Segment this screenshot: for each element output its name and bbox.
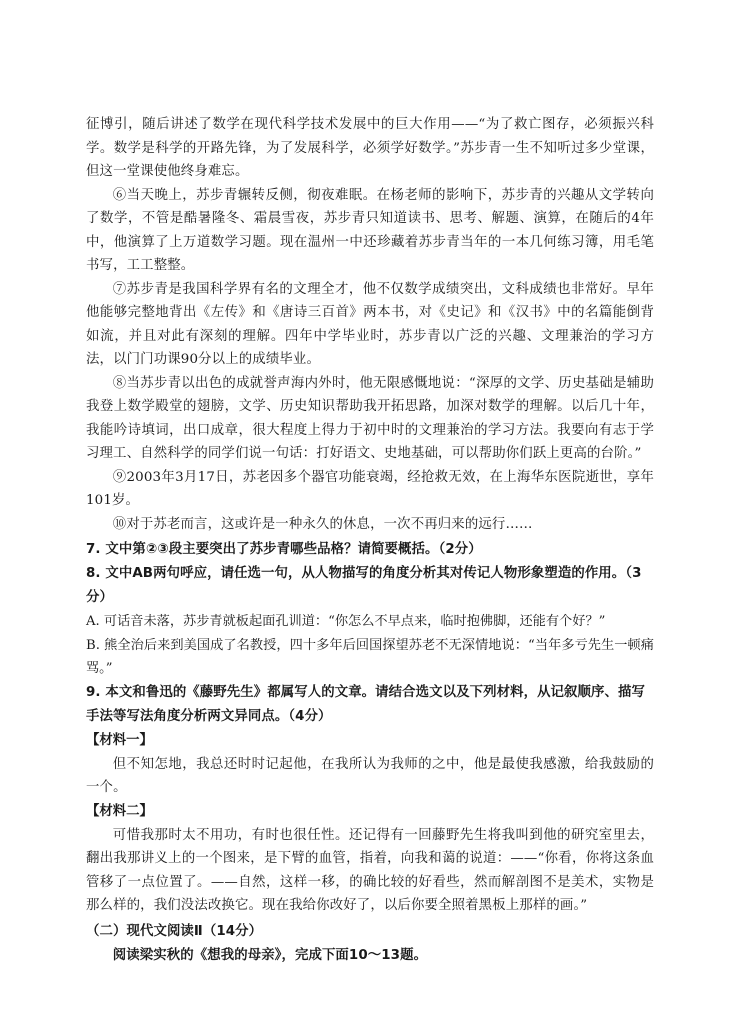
question-8-option-a: A. 可话音未落，苏步青就板起面孔训道：“你怎么不早点来，临时抱佛脚，还能有个好？” xyxy=(86,614,606,629)
passage-paragraph-7: ⑦苏步青是我国科学界有名的文理全才，他不仅数学成绩突出，文科成绩也非常好。早年他能够完整地背出《左传》和《唐诗三百首》两本书，对《史记》和《汉书》中的名篇能倒背如流，并且对此有深刻的理解。四年中学毕业时，苏步青以广泛的兴趣、文理兼治的学习方法，以门门功课90分以上的成绩毕业。 xyxy=(86,281,654,367)
section-intro: 阅读梁实秋的《想我的母亲》，完成下面10～13题。 xyxy=(112,947,428,963)
material-1-title: 【材料一】 xyxy=(86,732,153,748)
question-7: 7. 文中第②③段主要突出了苏步青哪些品格？请简要概括。（2分） xyxy=(86,542,482,557)
page-content xyxy=(86,113,654,968)
passage-paragraph-10: ⑩对于苏老而言，这或许是一种永久的休息，一次不再归来的远行…… xyxy=(112,516,533,532)
question-8: 8. 文中AB两句呼应，请任选一句，从人物描写的角度分析其对传记人物形象塑造的作用。（3分） xyxy=(86,566,642,605)
passage-paragraph-8: ⑧当苏步青以出色的成就誉声海内外时，他无限感慨地说：“深厚的文学、历史基础是辅助我登上数学殿堂的翅膀，文学、历史知识帮助我开拓思路，加深对数学的理解。以后几十年，我能吟诗填词，出口成章，很大程度上得力于初中时的文理兼治的学习方法。我要向有志于学习理工、自然科学的同学们说一句话：打好语文、史地基础，可以帮助你们跃上更高的台阶。” xyxy=(86,375,654,461)
passage-paragraph-9: ⑨2003年3月17日，苏老因多个器官功能衰竭，经抢救无效，在上海华东医院逝世，享年101岁。 xyxy=(86,469,654,508)
question-8-option-b: B. 熊全治后来到美国成了名教授，四十多年后回国探望苏老不无深情地说：“当年多亏先生一顿痛骂。” xyxy=(86,637,654,676)
section-title: （二）现代文阅读Ⅱ（14分） xyxy=(86,923,263,939)
question-9: 9. 本文和鲁迅的《藤野先生》都属写人的文章。请结合选文以及下列材料，从记叙顺序、描写手法等写法角度分析两文异同点。（4分） xyxy=(86,684,645,724)
material-1-text: 但不知怎地，我总还时时记起他，在我所认为我师的之中，他是最使我感激，给我鼓励的一个。 xyxy=(86,756,654,795)
passage-paragraph-5-continued: 征博引，随后讲述了数学在现代科学技术发展中的巨大作用——“为了救亡图存，必须振兴科学。数学是科学的开路先锋，为了发展科学，必须学好数学。”苏步青一生不知听过多少堂课，但这一堂课使他终身难忘。 xyxy=(86,117,654,179)
material-2-title: 【材料二】 xyxy=(86,803,153,819)
passage-paragraph-6: ⑥当天晚上，苏步青辗转反侧，彻夜难眠。在杨老师的影响下，苏步青的兴趣从文学转向了数学，不管是酷暑隆冬、霜晨雪夜，苏步青只知道读书、思考、解题、演算，在随后的4年中，他演算了上万道数学习题。现在温州一中还珍藏着苏步青当年的一本几何练习簿，用毛笔书写，工工整整。 xyxy=(86,187,654,273)
material-2-text: 可惜我那时太不用功，有时也很任性。还记得有一回藤野先生将我叫到他的研究室里去，翻出我那讲义上的一个图来，是下臂的血管，指着，向我和蔼的说道：——“你看，你将这条血管移了一点位置了。——自然，这样一移，的确比较的好看些，然而解剖图不是美术，实物是那么样的，我们没法改换它。现在我给你改好了，以后你要全照着黑板上那样的画。” xyxy=(86,827,654,913)
